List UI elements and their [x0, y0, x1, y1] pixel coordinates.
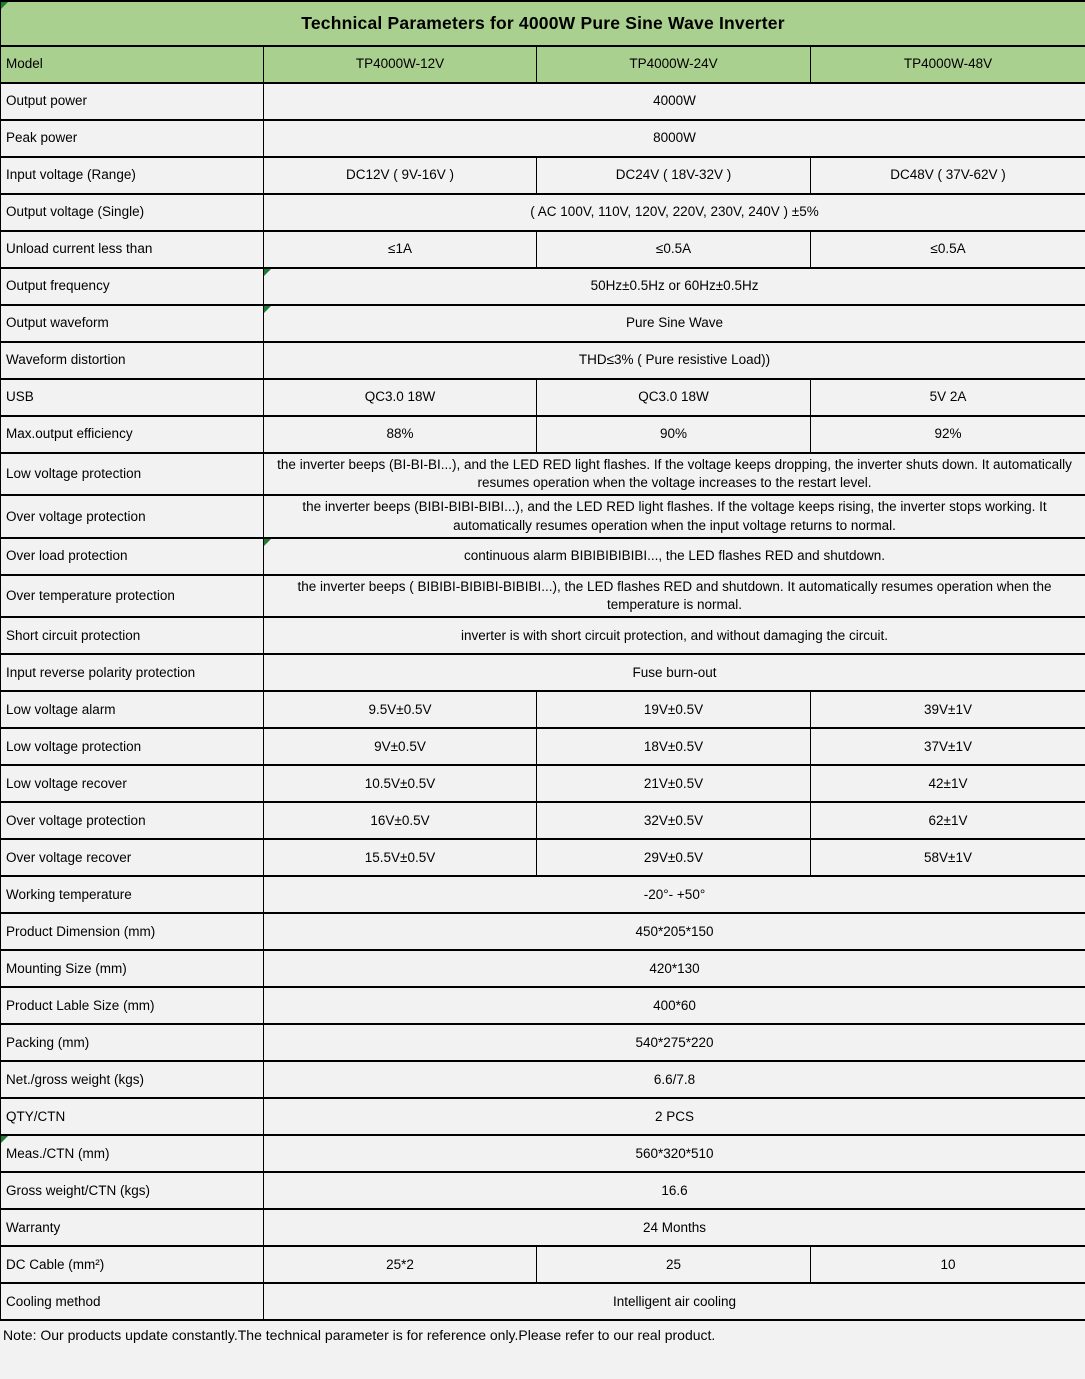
table-row — [1, 913, 1085, 950]
param-value: 21V±0.5V — [537, 765, 811, 802]
param-value: 9.5V±0.5V — [264, 691, 537, 728]
table-row — [1, 1135, 1085, 1172]
param-value: the inverter beeps (BIBI-BIBI-BIBI...), and the LED RED light flashes. If the voltage keeps rising, the inverter stops working. It automatically resumes operation when the input voltage returns to normal. — [264, 495, 1085, 537]
param-value: 39V±1V — [811, 691, 1085, 728]
param-label: Product Dimension (mm) — [1, 913, 264, 950]
error-indicator-icon — [1, 2, 8, 9]
error-indicator-icon — [264, 269, 271, 276]
table-row — [1, 617, 1085, 654]
param-value: 10.5V±0.5V — [264, 765, 537, 802]
param-label: Low voltage protection — [1, 453, 264, 495]
footer-note: Note: Our products update constantly.The technical parameter is for reference only.Please refer to our real product. — [0, 1321, 1085, 1349]
param-label: Output power — [1, 83, 264, 120]
param-value: 420*130 — [264, 950, 1085, 987]
param-value: QC3.0 18W — [537, 379, 811, 416]
param-value: 62±1V — [811, 802, 1085, 839]
param-label: Over temperature protection — [1, 575, 264, 617]
param-value: 32V±0.5V — [537, 802, 811, 839]
table-row — [1, 305, 1085, 342]
param-label: Peak power — [1, 120, 264, 157]
param-label: Input reverse polarity protection — [1, 654, 264, 691]
param-label: Meas./CTN (mm) — [1, 1135, 264, 1172]
param-label: Mounting Size (mm) — [1, 950, 264, 987]
param-value: 29V±0.5V — [537, 839, 811, 876]
table-row — [1, 728, 1085, 765]
param-value: 25*2 — [264, 1246, 537, 1283]
param-value: 37V±1V — [811, 728, 1085, 765]
param-value: 540*275*220 — [264, 1024, 1085, 1061]
table-row — [1, 1246, 1085, 1283]
param-value: continuous alarm BIBIBIBIBIBI..., the LED flashes RED and shutdown. — [264, 538, 1085, 575]
param-value: inverter is with short circuit protection, and without damaging the circuit. — [264, 617, 1085, 654]
param-value: ≤1A — [264, 231, 537, 268]
table-row — [1, 231, 1085, 268]
param-value: 16V±0.5V — [264, 802, 537, 839]
title-row — [1, 1, 1085, 46]
param-value: 90% — [537, 416, 811, 453]
model-header-label: Model — [1, 46, 264, 83]
table-row — [1, 1061, 1085, 1098]
param-value: 25 — [537, 1246, 811, 1283]
param-label: Product Lable Size (mm) — [1, 987, 264, 1024]
param-value: ≤0.5A — [537, 231, 811, 268]
param-value: Pure Sine Wave — [264, 305, 1085, 342]
param-label: Short circuit protection — [1, 617, 264, 654]
table-row — [1, 453, 1085, 495]
table-row — [1, 157, 1085, 194]
title-text: Technical Parameters for 4000W Pure Sine Wave Inverter — [301, 12, 785, 33]
table-row — [1, 839, 1085, 876]
model-column-header: TP4000W-48V — [811, 46, 1085, 83]
param-value: ≤0.5A — [811, 231, 1085, 268]
table-row — [1, 765, 1085, 802]
param-value: 400*60 — [264, 987, 1085, 1024]
param-label: Output waveform — [1, 305, 264, 342]
param-label: Output voltage (Single) — [1, 194, 264, 231]
param-value: 18V±0.5V — [537, 728, 811, 765]
param-label: Packing (mm) — [1, 1024, 264, 1061]
table-row — [1, 83, 1085, 120]
param-label: Warranty — [1, 1209, 264, 1246]
param-label: Over voltage protection — [1, 495, 264, 537]
table-row — [1, 194, 1085, 231]
param-value: Fuse burn-out — [264, 654, 1085, 691]
table-row — [1, 416, 1085, 453]
param-value: the inverter beeps ( BIBIBI-BIBIBI-BIBIBI...), the LED flashes RED and shutdown. It automatically resumes operation when the temperature is normal. — [264, 575, 1085, 617]
param-value: 4000W — [264, 83, 1085, 120]
param-label: Net./gross weight (kgs) — [1, 1061, 264, 1098]
table-row — [1, 268, 1085, 305]
param-value: 10 — [811, 1246, 1085, 1283]
param-label: Input voltage (Range) — [1, 157, 264, 194]
param-value: 19V±0.5V — [537, 691, 811, 728]
table-row — [1, 379, 1085, 416]
model-column-header: TP4000W-24V — [537, 46, 811, 83]
param-value: 2 PCS — [264, 1098, 1085, 1135]
table-row — [1, 950, 1085, 987]
table-row — [1, 538, 1085, 575]
param-value: 50Hz±0.5Hz or 60Hz±0.5Hz — [264, 268, 1085, 305]
param-value: Intelligent air cooling — [264, 1283, 1085, 1320]
header-row — [1, 46, 1085, 83]
param-value: -20°- +50° — [264, 876, 1085, 913]
param-value: ( AC 100V, 110V, 120V, 220V, 230V, 240V ) ±5% — [264, 194, 1085, 231]
param-value: 6.6/7.8 — [264, 1061, 1085, 1098]
param-value: 15.5V±0.5V — [264, 839, 537, 876]
param-value: 92% — [811, 416, 1085, 453]
param-value: 9V±0.5V — [264, 728, 537, 765]
table-row — [1, 802, 1085, 839]
param-label: Working temperature — [1, 876, 264, 913]
error-indicator-icon — [1, 1136, 8, 1143]
table-row — [1, 1283, 1085, 1320]
table-row — [1, 342, 1085, 379]
table-row — [1, 1209, 1085, 1246]
param-label: Low voltage alarm — [1, 691, 264, 728]
error-indicator-icon — [264, 539, 271, 546]
param-value: 16.6 — [264, 1172, 1085, 1209]
param-value: 88% — [264, 416, 537, 453]
param-label: DC Cable (mm²) — [1, 1246, 264, 1283]
table-row — [1, 654, 1085, 691]
param-value: THD≤3% ( Pure resistive Load)) — [264, 342, 1085, 379]
param-value: 42±1V — [811, 765, 1085, 802]
param-value: DC24V ( 18V-32V ) — [537, 157, 811, 194]
table-row — [1, 1024, 1085, 1061]
param-value: 560*320*510 — [264, 1135, 1085, 1172]
param-value: QC3.0 18W — [264, 379, 537, 416]
table-row — [1, 1098, 1085, 1135]
param-value: 8000W — [264, 120, 1085, 157]
table-row — [1, 120, 1085, 157]
param-label: QTY/CTN — [1, 1098, 264, 1135]
param-label: Low voltage protection — [1, 728, 264, 765]
param-value: 58V±1V — [811, 839, 1085, 876]
param-label: Low voltage recover — [1, 765, 264, 802]
param-label: USB — [1, 379, 264, 416]
table-row — [1, 495, 1085, 537]
model-column-header: TP4000W-12V — [264, 46, 537, 83]
table-row — [1, 575, 1085, 617]
error-indicator-icon — [264, 306, 271, 313]
page-title — [1, 1, 1085, 46]
param-label: Over voltage protection — [1, 802, 264, 839]
param-label: Cooling method — [1, 1283, 264, 1320]
table-row — [1, 1172, 1085, 1209]
table-row — [1, 691, 1085, 728]
params-tbody — [1, 1, 1085, 1320]
param-label: Output frequency — [1, 268, 264, 305]
param-value: the inverter beeps (BI-BI-BI...), and the LED RED light flashes. If the voltage keeps dropping, the inverter shuts down. It automatically resumes operation when the voltage increases to the restart level. — [264, 453, 1085, 495]
param-value: 24 Months — [264, 1209, 1085, 1246]
param-label: Waveform distortion — [1, 342, 264, 379]
param-value: 5V 2A — [811, 379, 1085, 416]
param-label: Gross weight/CTN (kgs) — [1, 1172, 264, 1209]
param-value: DC48V ( 37V-62V ) — [811, 157, 1085, 194]
table-row — [1, 876, 1085, 913]
param-label: Unload current less than — [1, 231, 264, 268]
param-label: Max.output efficiency — [1, 416, 264, 453]
param-label: Over voltage recover — [1, 839, 264, 876]
param-label: Over load protection — [1, 538, 264, 575]
param-value: DC12V ( 9V-16V ) — [264, 157, 537, 194]
param-value: 450*205*150 — [264, 913, 1085, 950]
table-row — [1, 987, 1085, 1024]
